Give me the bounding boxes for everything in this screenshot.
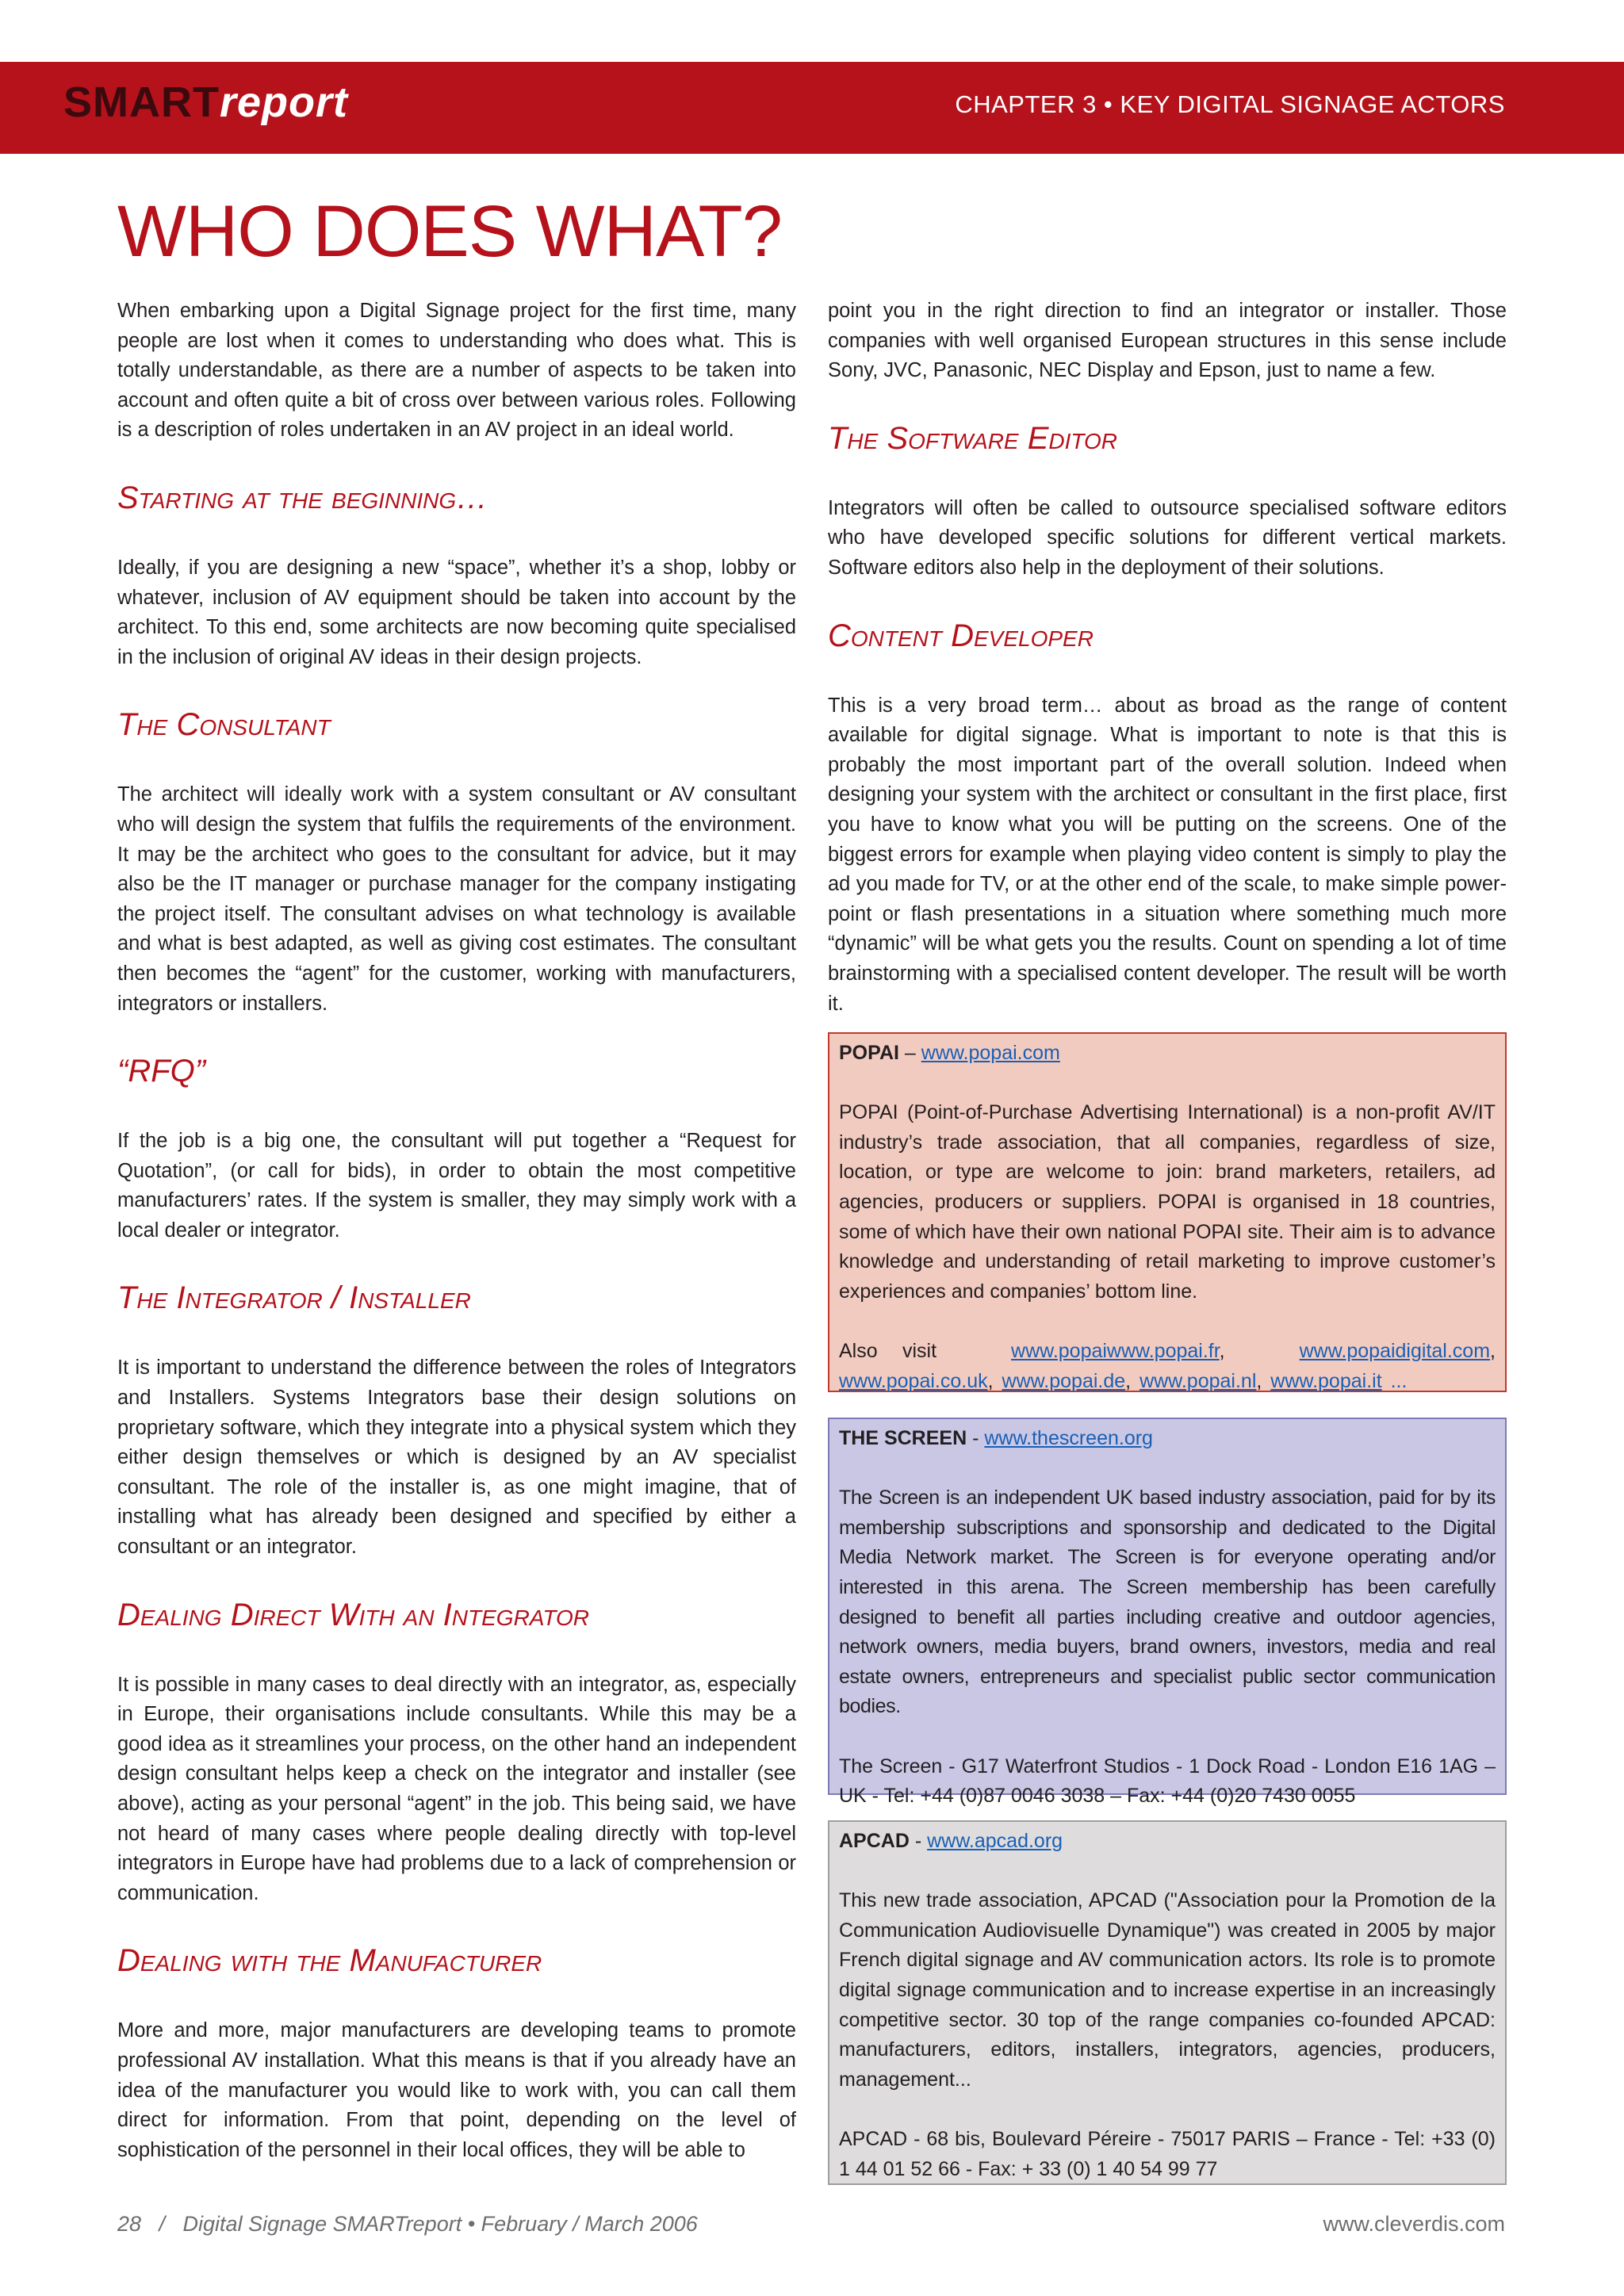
header-banner <box>0 62 1624 154</box>
popai-link[interactable]: www.popai.com <box>921 1042 1060 1064</box>
screen-link[interactable]: www.thescreen.org <box>984 1427 1153 1449</box>
the-screen-box <box>828 1418 1507 1808</box>
paragraph-continued: point you in the right direction to find an integrator or installer. Those companies with well organised European structures in this sense include Sony, JVC, Panasonic, NEC Display and Epson, just to name a few. <box>828 300 1507 382</box>
apcad-body: This new trade association, APCAD ("Association pour la Promotion de la Communication Audiovisuelle Dynamique") was created in 2005 by major French digital signage and AV communication actors. Its role is to promote digital signage communication and to increase expertise in an increasingly competitive sector. 30 top of the range companies co-founded APCAD: manufacturers, editors, installers, integrators, agencies, producers, management... <box>839 1889 1496 2091</box>
popai-ellipsis: ... <box>1381 1369 1408 1392</box>
popai-also: Also visit www.popaiwww.popai.fr, www.popaidigital.com, www.popai.co.uk, www.popai.de, www.popai.nl, www.popai.it ... <box>839 1339 1496 1392</box>
popai-sep: – <box>898 1042 921 1064</box>
screen-name: THE SCREEN <box>839 1427 967 1449</box>
chapter-label: CHAPTER 3 • KEY DIGITAL SIGNAGE ACTORS <box>955 90 1505 118</box>
popai-name: POPAI <box>839 1042 899 1064</box>
heading-direct: Dealing Direct With an Integrator <box>117 1597 589 1632</box>
popai-link-uk[interactable]: www.popai.co.uk <box>839 1369 988 1392</box>
apcad-header <box>839 1827 1496 1857</box>
brand-logo <box>63 78 348 127</box>
apcad-sep: - <box>909 1830 928 1852</box>
heading-consultant: The Consultant <box>117 707 331 743</box>
popai-link-fr[interactable]: www.popaiwww.popai.fr <box>1011 1339 1220 1362</box>
screen-header <box>839 1424 1496 1454</box>
heading-rfq: “RFQ” <box>117 1054 206 1089</box>
heading-integrator: The Integrator / Installer <box>117 1280 471 1316</box>
brand-smart: SMART <box>63 78 220 126</box>
footer-page-info: 28 / Digital Signage SMARTreport • February / March 2006 <box>117 2212 698 2236</box>
popai-box <box>828 1032 1507 1392</box>
page-title: WHO DOES WHAT? <box>117 191 782 272</box>
popai-header <box>839 1039 1496 1069</box>
popai-link-digital[interactable]: www.popaidigital.com <box>1299 1339 1491 1362</box>
paragraph-consultant: The architect will ideally work with a system consultant or AV consultant who will design the system that fulfils the requirements of the environment. It may be the architect who goes to the consultant for advice, but it may also be the IT manager or purchase manager for the company instigating the project itself. The consultant advises on what technology is available and what is best adapted, as well as giving cost estimates. The consultant then becomes the “agent” for the customer, working with manufacturers, integrators or installers. <box>117 783 796 1015</box>
heading-software: The Software Editor <box>828 420 1117 456</box>
popai-link-de[interactable]: www.popai.de <box>1002 1369 1126 1392</box>
heading-manufacturer: Dealing with the Manufacturer <box>117 1943 542 1979</box>
paragraph-rfq: If the job is a big one, the consultant will put together a “Request for Quotation”, (or call for bids), in order to obtain the most competitive manufacturers’ rates. If the system is smaller, they may simply work with a local dealer or integrator. <box>117 1130 796 1242</box>
paragraph-direct: It is possible in many cases to deal directly with an integrator, as, especially in Europe, their organisations include consultants. While this may be a good idea as it streamlines your process, on the other hand an independent design consultant helps keep a check on the integrator and installer (see above), acting as your personal “agent” in the job. This being said, we have not heard of many cases where people dealing directly with top-level integrators in Europe have had problems due to a lack of comprehension or communication. <box>117 1673 796 1904</box>
popai-also-label: Also visit <box>839 1339 962 1362</box>
brand-report: report <box>219 78 348 126</box>
screen-sep: - <box>967 1427 985 1449</box>
screen-body: The Screen is an independent UK based industry association, paid for by its membership subscriptions and sponsorship and dedicated to the Digital Media Network market. The Screen is for everyone operating and/or interested in this arena. The Screen membership has been carefully designed to benefit all parties including creative and outdoor agencies, network owners, media buyers, brand owners, investors, media and real estate owners, entrepreneurs and specialist public sector communication bodies. <box>839 1487 1496 1718</box>
apcad-link[interactable]: www.apcad.org <box>927 1830 1063 1852</box>
left-column <box>117 297 796 2197</box>
right-column <box>828 297 1507 1050</box>
popai-body: POPAI (Point-of-Purchase Advertising International) is a non-profit AV/IT industry’s trade association, that all companies, regardless of size, location, or type are welcome to join: brand marketers, retailers, ad agencies, producers or suppliers. POPAI is organised in 18 countries, some of which have their own national POPAI site. Their aim is to advance knowledge and understanding of retail marketing to improve customer’s experiences and companies’ bottom line. <box>839 1101 1496 1303</box>
popai-link-nl[interactable]: www.popai.nl <box>1139 1369 1257 1392</box>
paragraph-content: This is a very broad term… about as broad as the range of content available for digital signage. What is important to note is that this is probably the most important part of the overall solution. Indeed when designing your system with the architect or consultant in the first place, first you have to know what you will be putting on the screens. One of the biggest errors for example when playing video content is simply to play the ad you made for TV, or at the other end of the scale, to make simple power-point or flash presentations in a situation where something much more “dynamic” will be what gets you the results. Count on spending a lot of time brainstorming with a specialised content developer. The result will be worth it. <box>828 694 1507 1015</box>
heading-starting: Starting at the beginning… <box>117 480 488 515</box>
apcad-box <box>828 1820 1507 2185</box>
intro-paragraph: When embarking upon a Digital Signage project for the first time, many people are lost when it comes to understanding who does what. This is totally understandable, as there are a number of aspects to be taken into account and often quite a bit of cross over between various roles. Following is a description of roles undertaken in an AV project in an ideal world. <box>117 300 796 442</box>
paragraph-manufacturer: More and more, major manufacturers are developing teams to promote professional AV installation. What this means is that if you already have an idea of the manufacturer you would like to work with, you can call them direct for information. From that point, depending on the level of sophistication of the personnel in their local offices, they will be able to <box>117 2019 796 2161</box>
paragraph-integrator: It is important to understand the difference between the roles of Integrators and Installers. Systems Integrators base their design solutions on proprietary software, which they integrate into a physical system which they either design themselves or which is designed by an AV specialist consultant. The role of the installer is, as one might imagine, that of installing what has already been designed and specified by either a consultant or an integrator. <box>117 1357 796 1559</box>
screen-address: The Screen - G17 Waterfront Studios - 1 Dock Road - London E16 1AG – UK - Tel: +44 (0)87 0046 3038 – Fax: +44 (0)20 7430 0055 <box>839 1755 1496 1808</box>
popai-link-it[interactable]: www.popai.it <box>1270 1369 1382 1392</box>
paragraph-software: Integrators will often be called to outsource specialised software editors who have developed specific solutions for different vertical markets. Software editors also help in the deployment of their solutions. <box>828 496 1507 579</box>
paragraph-starting: Ideally, if you are designing a new “space”, whether it’s a shop, lobby or whatever, inclusion of AV equipment should be taken into account by the architect. To this end, some architects are now becoming quite specialised in the inclusion of original AV ideas in their design projects. <box>117 556 796 668</box>
footer-website: www.cleverdis.com <box>1323 2212 1505 2236</box>
apcad-address: APCAD - 68 bis, Boulevard Péreire - 75017 PARIS – France - Tel: +33 (0) 1 44 01 52 66 - Fax: + 33 (0) 1 40 54 99 77 <box>839 2127 1496 2180</box>
heading-content: Content Developer <box>828 618 1094 653</box>
apcad-name: APCAD <box>839 1830 910 1852</box>
